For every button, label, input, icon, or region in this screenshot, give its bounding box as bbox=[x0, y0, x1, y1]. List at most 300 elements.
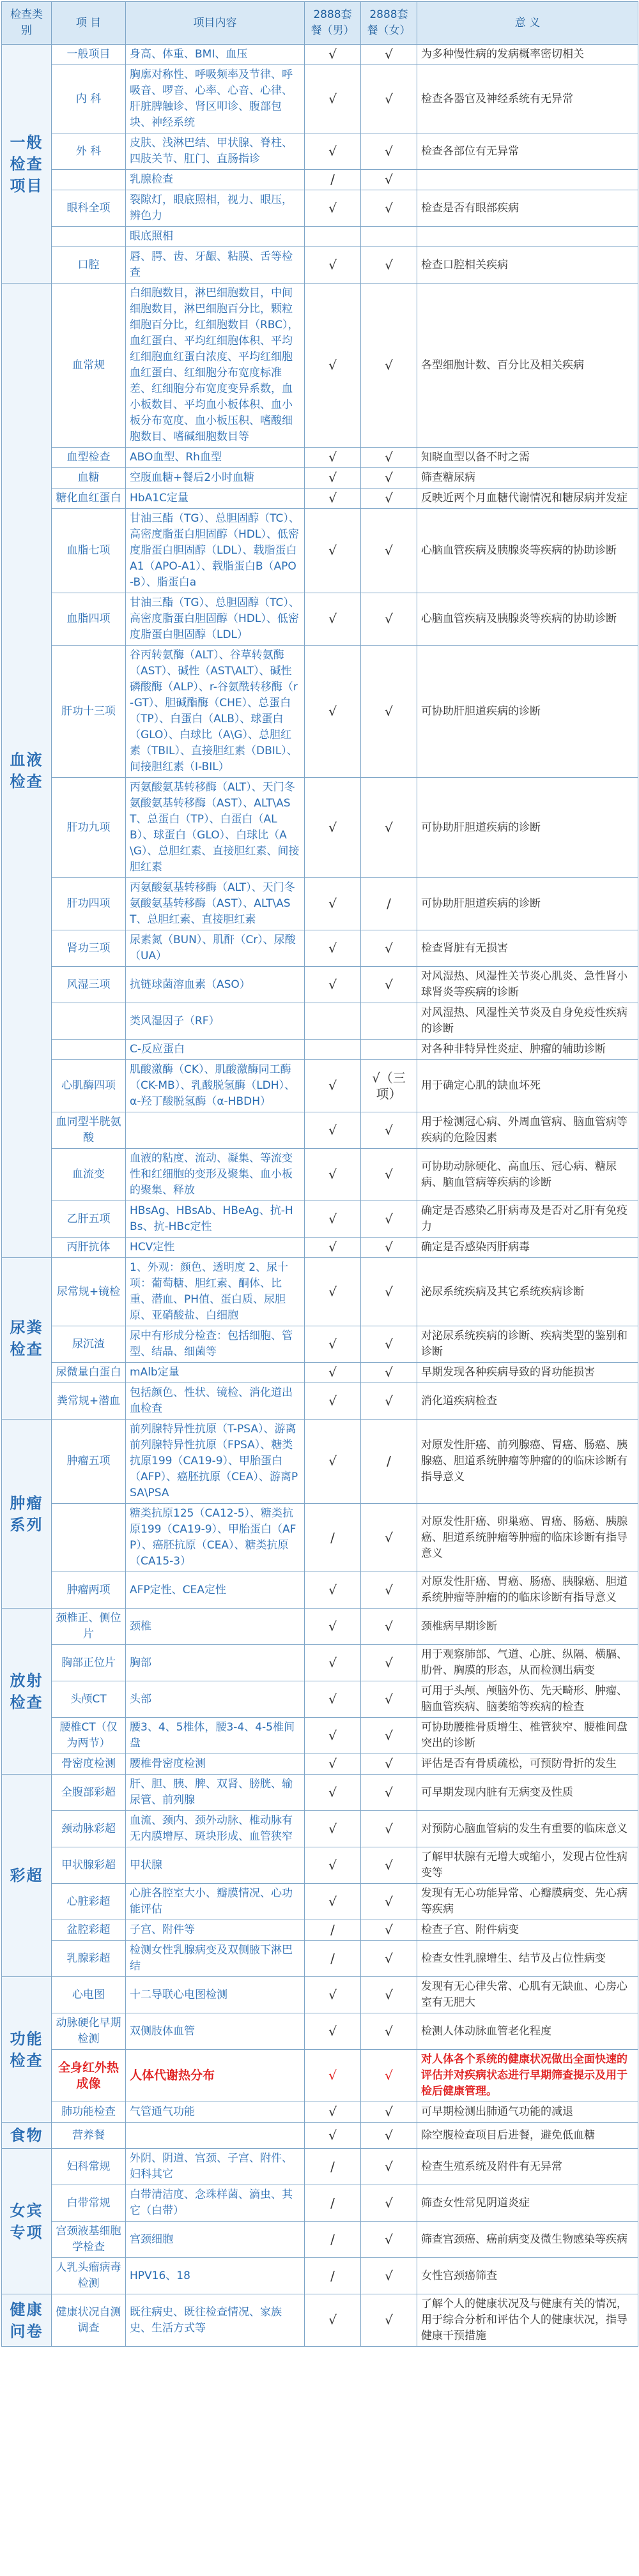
male-check-cell: √ bbox=[305, 1060, 361, 1112]
content-cell: 1、外观：颜色、透明度 2、尿十项：葡萄糖、胆红素、酮体、比重、潜血、PH值、蛋白质、尿胆原、亚硝酸盐、白细胞 bbox=[126, 1258, 305, 1326]
table-row bbox=[2, 878, 638, 930]
item-cell: 一般项目 bbox=[52, 45, 126, 65]
male-check-cell bbox=[305, 1040, 361, 1060]
table-row bbox=[2, 1754, 638, 1775]
male-check-cell: √ bbox=[305, 1609, 361, 1645]
item-cell: 腰椎CT（仅为两节） bbox=[52, 1718, 126, 1754]
male-check-cell: √ bbox=[305, 1238, 361, 1258]
male-check-cell: √ bbox=[305, 45, 361, 65]
content-cell: 丙氨酸氨基转移酶（ALT）、天门冬氨酸氨基转移酶（AST）、ALT\AST、总胆红素、直接胆红素 bbox=[126, 878, 305, 930]
female-check-cell: √ bbox=[361, 1112, 417, 1149]
item-cell: 内 科 bbox=[52, 65, 126, 133]
category-cell: 功能检查 bbox=[2, 1977, 52, 2123]
content-cell: 尿中有形成分检查：包括细胞、管型、结晶、细菌等 bbox=[126, 1326, 305, 1363]
male-check-cell: / bbox=[305, 2258, 361, 2294]
male-check-cell: √ bbox=[305, 930, 361, 967]
male-check-cell: √ bbox=[305, 1326, 361, 1363]
item-cell: 肾功三项 bbox=[52, 930, 126, 967]
meaning-cell: 为多种慢性病的发病概率密切相关 bbox=[417, 45, 638, 65]
item-cell: 甲状腺彩超 bbox=[52, 1847, 126, 1884]
female-check-cell: √ bbox=[361, 170, 417, 190]
item-cell: 血常规 bbox=[52, 284, 126, 448]
female-check-cell: √ bbox=[361, 778, 417, 878]
table-row bbox=[2, 1420, 638, 1504]
header-female-package: 2888套餐（女） bbox=[361, 2, 417, 45]
content-cell: 腰椎骨密度检测 bbox=[126, 1754, 305, 1775]
male-check-cell: / bbox=[305, 1941, 361, 1977]
female-check-cell: √ bbox=[361, 930, 417, 967]
male-check-cell: √ bbox=[305, 1572, 361, 1609]
male-check-cell: √ bbox=[305, 2123, 361, 2149]
female-check-cell: √ bbox=[361, 646, 417, 778]
table-row bbox=[2, 65, 638, 133]
male-check-cell: √ bbox=[305, 878, 361, 930]
item-cell bbox=[52, 1504, 126, 1572]
female-check-cell: √ bbox=[361, 1609, 417, 1645]
table-row bbox=[2, 448, 638, 468]
female-check-cell: √ bbox=[361, 967, 417, 1003]
meaning-cell: 对原发性肝癌、卵巢癌、胃癌、肠癌、胰腺癌、胆道系统肿瘤等肿瘤的临床诊断有指导意义 bbox=[417, 1504, 638, 1572]
item-cell: 血型检查 bbox=[52, 448, 126, 468]
content-cell: 宫颈细胞 bbox=[126, 2222, 305, 2258]
male-check-cell: √ bbox=[305, 1718, 361, 1754]
content-cell: 外阴、阴道、宫颈、子宫、附件、妇科其它 bbox=[126, 2149, 305, 2185]
meaning-cell: 除空腹检查项目后进餐，避免低血糖 bbox=[417, 2123, 638, 2149]
item-cell: 丙肝抗体 bbox=[52, 1238, 126, 1258]
item-cell: 糖化血红蛋白 bbox=[52, 489, 126, 509]
item-cell bbox=[52, 1040, 126, 1060]
content-cell: 胸廓对称性、呼吸频率及节律、呼吸音、啰音、心率、心音、心律、肝脏脾触诊、肾区叩诊、腹部包块、神经系统 bbox=[126, 65, 305, 133]
meaning-cell: 筛查糖尿病 bbox=[417, 468, 638, 489]
meaning-cell: 颈椎病早期诊断 bbox=[417, 1609, 638, 1645]
female-check-cell: √ bbox=[361, 1754, 417, 1775]
female-check-cell bbox=[361, 1040, 417, 1060]
female-check-cell: √ bbox=[361, 2149, 417, 2185]
table-row bbox=[2, 1504, 638, 1572]
category-cell: 放射检查 bbox=[2, 1609, 52, 1775]
table-row bbox=[2, 1977, 638, 2013]
male-check-cell: √ bbox=[305, 1201, 361, 1238]
content-cell: mAlb定量 bbox=[126, 1363, 305, 1383]
male-check-cell: √ bbox=[305, 1112, 361, 1149]
content-cell: HPV16、18 bbox=[126, 2258, 305, 2294]
table-row bbox=[2, 1681, 638, 1718]
male-check-cell: √ bbox=[305, 593, 361, 646]
content-cell: 既往病史、既往检查情况、家族史、生活方式等 bbox=[126, 2294, 305, 2347]
meaning-cell: 检查女性乳腺增生、结节及占位性病变 bbox=[417, 1941, 638, 1977]
content-cell bbox=[126, 1112, 305, 1149]
table-row bbox=[2, 967, 638, 1003]
meaning-cell: 女性宫颈癌筛查 bbox=[417, 2258, 638, 2294]
male-check-cell bbox=[305, 1003, 361, 1040]
meaning-cell: 确定是否感染乙肝病毒及是否对乙肝有免疫力 bbox=[417, 1201, 638, 1238]
header-content: 项目内容 bbox=[126, 2, 305, 45]
male-check-cell: √ bbox=[305, 1977, 361, 2013]
female-check-cell: √ bbox=[361, 1383, 417, 1420]
table-row bbox=[2, 1060, 638, 1112]
female-check-cell: √ bbox=[361, 1920, 417, 1941]
item-cell bbox=[52, 1003, 126, 1040]
female-check-cell: √ bbox=[361, 1884, 417, 1920]
meaning-cell: 心脑血管疾病及胰腺炎等疾病的协助诊断 bbox=[417, 509, 638, 593]
item-cell: 心电图 bbox=[52, 1977, 126, 2013]
content-cell: 前列腺特异性抗原（T-PSA）、游离前列腺特异性抗原（FPSA）、糖类抗原199（CA19-9）、甲胎蛋白（AFP）、癌胚抗原（CEA）、游离PSA\PSA bbox=[126, 1420, 305, 1504]
content-cell: 颈椎 bbox=[126, 1609, 305, 1645]
table-row bbox=[2, 1847, 638, 1884]
content-cell: ABO血型、Rh血型 bbox=[126, 448, 305, 468]
male-check-cell: / bbox=[305, 1920, 361, 1941]
content-cell: 身高、体重、BMI、血压 bbox=[126, 45, 305, 65]
content-cell: 眼底照相 bbox=[126, 227, 305, 247]
male-check-cell: √ bbox=[305, 284, 361, 448]
meaning-cell: 可用于头颅、颅脑外伤、先天畸形、肿瘤、脑血管疾病、脑萎缩等疾病的检查 bbox=[417, 1681, 638, 1718]
meaning-cell: 可协助动脉硬化、高血压、冠心病、糖尿病、脑血管病等疾病的诊断 bbox=[417, 1149, 638, 1201]
female-check-cell: √ bbox=[361, 1258, 417, 1326]
table-row bbox=[2, 2222, 638, 2258]
category-cell: 食物 bbox=[2, 2123, 52, 2149]
meaning-cell: 检查各器官及神经系统有无异常 bbox=[417, 65, 638, 133]
table-row bbox=[2, 45, 638, 65]
female-check-cell: √ bbox=[361, 448, 417, 468]
meaning-cell: 检查子宫、附件病变 bbox=[417, 1920, 638, 1941]
item-cell: 血同型半胱氨酸 bbox=[52, 1112, 126, 1149]
female-check-cell: √ bbox=[361, 1847, 417, 1884]
content-cell: 肌酸激酶（CK）、肌酸激酶同工酶（CK-MB）、乳酸脱氢酶（LDH）、α-羟丁酸脱氢酶（α-HBDH） bbox=[126, 1060, 305, 1112]
female-check-cell: √ bbox=[361, 133, 417, 170]
item-cell: 乳腺彩超 bbox=[52, 1941, 126, 1977]
male-check-cell bbox=[305, 227, 361, 247]
meaning-cell: 检测人体动脉血管老化程度 bbox=[417, 2013, 638, 2050]
male-check-cell: / bbox=[305, 2185, 361, 2222]
category-cell: 肿瘤系列 bbox=[2, 1420, 52, 1609]
female-check-cell: √ bbox=[361, 509, 417, 593]
item-cell: 肺功能检查 bbox=[52, 2102, 126, 2123]
item-cell: 肝功四项 bbox=[52, 878, 126, 930]
content-cell: 腰3、4、5椎体，腰3-4、4-5椎间盘 bbox=[126, 1718, 305, 1754]
table-row bbox=[2, 2013, 638, 2050]
female-check-cell: √ bbox=[361, 1572, 417, 1609]
female-check-cell: √ bbox=[361, 1811, 417, 1847]
table-row bbox=[2, 1258, 638, 1326]
content-cell: 白细胞数目，淋巴细胞数目，中间细胞数目，淋巴细胞百分比，颗粒细胞百分比，红细胞数目（RBC），血红蛋白、平均红细胞体积、平均红细胞血红蛋白浓度、平均红细胞血红蛋白、红细胞分布宽度标准差、红细胞分布宽度变异系数，血小板数目、平均血小板体积、血小板分布宽度、血小板压积、嗜酸细胞数目、嗜碱细胞数目等 bbox=[126, 284, 305, 448]
item-cell: 颈动脉彩超 bbox=[52, 1811, 126, 1847]
female-check-cell: √ bbox=[361, 1645, 417, 1681]
table-row bbox=[2, 2102, 638, 2123]
male-check-cell: √ bbox=[305, 1775, 361, 1811]
male-check-cell: √ bbox=[305, 65, 361, 133]
table-row bbox=[2, 646, 638, 778]
meaning-cell: 对人体各个系统的健康状况做出全面快速的评估并对疾病状态进行早期筛查提示及用于检后健康管理。 bbox=[417, 2050, 638, 2102]
table-row bbox=[2, 1718, 638, 1754]
female-check-cell: √ bbox=[361, 1326, 417, 1363]
meaning-cell: 可协助肝胆道疾病的诊断 bbox=[417, 646, 638, 778]
male-check-cell: √ bbox=[305, 2294, 361, 2347]
meaning-cell: 可协助肝胆道疾病的诊断 bbox=[417, 778, 638, 878]
item-cell: 血脂七项 bbox=[52, 509, 126, 593]
meaning-cell: 对风湿热、风湿性关节炎心肌炎、急性肾小球肾炎等疾病的诊断 bbox=[417, 967, 638, 1003]
item-cell: 口腔 bbox=[52, 247, 126, 284]
male-check-cell: √ bbox=[305, 778, 361, 878]
item-cell: 心脏彩超 bbox=[52, 1884, 126, 1920]
content-cell: 双侧肢体血管 bbox=[126, 2013, 305, 2050]
item-cell: 外 科 bbox=[52, 133, 126, 170]
male-check-cell: √ bbox=[305, 2013, 361, 2050]
male-check-cell: √ bbox=[305, 1420, 361, 1504]
checkup-package-table bbox=[1, 1, 638, 2347]
item-cell: 血糖 bbox=[52, 468, 126, 489]
category-cell: 血液检查 bbox=[2, 284, 52, 1258]
meaning-cell: 知晓血型以备不时之需 bbox=[417, 448, 638, 468]
male-check-cell: √ bbox=[305, 2050, 361, 2102]
table-row bbox=[2, 1201, 638, 1238]
content-cell: 乳腺检查 bbox=[126, 170, 305, 190]
item-cell: 肝功九项 bbox=[52, 778, 126, 878]
item-cell: 胸部正位片 bbox=[52, 1645, 126, 1681]
item-cell: 头颅CT bbox=[52, 1681, 126, 1718]
category-cell: 健康问卷 bbox=[2, 2294, 52, 2347]
meaning-cell: 了解个人的健康状况及与健康有关的情况，用于综合分析和评估个人的健康状况，指导健康干预措施 bbox=[417, 2294, 638, 2347]
table-row bbox=[2, 1112, 638, 1149]
female-check-cell: √ bbox=[361, 1718, 417, 1754]
table-row bbox=[2, 2294, 638, 2347]
male-check-cell: √ bbox=[305, 489, 361, 509]
item-cell: 尿常规+镜检 bbox=[52, 1258, 126, 1326]
content-cell: 头部 bbox=[126, 1681, 305, 1718]
meaning-cell: 发现有无心功能异常、心瓣膜病变、先心病等疾病 bbox=[417, 1884, 638, 1920]
female-check-cell: √ bbox=[361, 489, 417, 509]
table-row bbox=[2, 1326, 638, 1363]
table-row bbox=[2, 468, 638, 489]
female-check-cell: / bbox=[361, 878, 417, 930]
content-cell: 唇、腭、齿、牙龈、粘膜、舌等检查 bbox=[126, 247, 305, 284]
female-check-cell: √ bbox=[361, 65, 417, 133]
header-male-package: 2888套餐（男） bbox=[305, 2, 361, 45]
table-row bbox=[2, 227, 638, 247]
content-cell: 皮肤、浅淋巴结、甲状腺、脊柱、四肢关节、肛门、直肠指诊 bbox=[126, 133, 305, 170]
table-row bbox=[2, 1884, 638, 1920]
male-check-cell: √ bbox=[305, 1645, 361, 1681]
item-cell: 动脉硬化早期检测 bbox=[52, 2013, 126, 2050]
table-row bbox=[2, 778, 638, 878]
male-check-cell: √ bbox=[305, 967, 361, 1003]
male-check-cell: / bbox=[305, 170, 361, 190]
meaning-cell: 泌尿系统疾病及其它系统疾病诊断 bbox=[417, 1258, 638, 1326]
header-meaning: 意 义 bbox=[417, 2, 638, 45]
content-cell: 空腹血糖+餐后2小时血糖 bbox=[126, 468, 305, 489]
item-cell: 心肌酶四项 bbox=[52, 1060, 126, 1112]
meaning-cell: 对预防心脑血管病的发生有重要的临床意义 bbox=[417, 1811, 638, 1847]
meaning-cell: 检查生殖系统及附件有无异常 bbox=[417, 2149, 638, 2185]
table-row bbox=[2, 2185, 638, 2222]
male-check-cell: √ bbox=[305, 190, 361, 227]
meaning-cell: 心脑血管疾病及胰腺炎等疾病的协助诊断 bbox=[417, 593, 638, 646]
female-check-cell: √ bbox=[361, 45, 417, 65]
meaning-cell: 筛查宫颈癌、癌前病变及微生物感染等疾病 bbox=[417, 2222, 638, 2258]
table-row bbox=[2, 170, 638, 190]
content-cell: 十二导联心电图检测 bbox=[126, 1977, 305, 2013]
table-row bbox=[2, 247, 638, 284]
male-check-cell: √ bbox=[305, 468, 361, 489]
female-check-cell: √ bbox=[361, 1363, 417, 1383]
meaning-cell: 检查是否有眼部疾病 bbox=[417, 190, 638, 227]
male-check-cell: √ bbox=[305, 1258, 361, 1326]
content-cell: 人体代谢热分布 bbox=[126, 2050, 305, 2102]
table-row bbox=[2, 2050, 638, 2102]
female-check-cell: √ bbox=[361, 468, 417, 489]
category-cell: 一般检查项目 bbox=[2, 45, 52, 284]
female-check-cell: √ bbox=[361, 2258, 417, 2294]
content-cell: 心脏各腔室大小、瓣膜情况、心功能评估 bbox=[126, 1884, 305, 1920]
female-check-cell: √ bbox=[361, 2013, 417, 2050]
table-header-row bbox=[2, 2, 638, 45]
header-category: 检查类别 bbox=[2, 2, 52, 45]
female-check-cell: √ bbox=[361, 2102, 417, 2123]
content-cell: HBsAg、HBsAb、HBeAg、抗-HBs、抗-HBc定性 bbox=[126, 1201, 305, 1238]
item-cell: 白带常规 bbox=[52, 2185, 126, 2222]
table-row bbox=[2, 2258, 638, 2294]
female-check-cell: √ bbox=[361, 2222, 417, 2258]
female-check-cell bbox=[361, 227, 417, 247]
table-row bbox=[2, 1645, 638, 1681]
table-row bbox=[2, 593, 638, 646]
content-cell bbox=[126, 2123, 305, 2149]
meaning-cell: 可协助肝胆道疾病的诊断 bbox=[417, 878, 638, 930]
item-cell bbox=[52, 227, 126, 247]
male-check-cell: √ bbox=[305, 509, 361, 593]
content-cell: C-反应蛋白 bbox=[126, 1040, 305, 1060]
meaning-cell: 筛查女性常见阴道炎症 bbox=[417, 2185, 638, 2222]
table-row bbox=[2, 509, 638, 593]
meaning-cell bbox=[417, 227, 638, 247]
item-cell: 颈椎正、侧位片 bbox=[52, 1609, 126, 1645]
content-cell: 检测女性乳腺病变及双侧腋下淋巴结 bbox=[126, 1941, 305, 1977]
item-cell: 风湿三项 bbox=[52, 967, 126, 1003]
female-check-cell: √（三项） bbox=[361, 1060, 417, 1112]
meaning-cell: 早期发现各种疾病导致的肾功能损害 bbox=[417, 1363, 638, 1383]
female-check-cell: √ bbox=[361, 1238, 417, 1258]
table-row bbox=[2, 1363, 638, 1383]
male-check-cell: √ bbox=[305, 1884, 361, 1920]
meaning-cell: 对原发性肝癌、胃癌、肠癌、胰腺癌、胆道系统肿瘤等肿瘤的的临床诊断有指导意义 bbox=[417, 1572, 638, 1609]
content-cell: 甘油三酯（TG）、总胆固醇（TC）、高密度脂蛋白胆固醇（HDL）、低密度脂蛋白胆固醇（LDL）、载脂蛋白A1（APO-A1）、载脂蛋白B（APO-B）、脂蛋白a bbox=[126, 509, 305, 593]
item-cell: 肿瘤两项 bbox=[52, 1572, 126, 1609]
male-check-cell: √ bbox=[305, 133, 361, 170]
table-row bbox=[2, 284, 638, 448]
male-check-cell: √ bbox=[305, 646, 361, 778]
item-cell: 营养餐 bbox=[52, 2123, 126, 2149]
meaning-cell: 消化道疾病检查 bbox=[417, 1383, 638, 1420]
table-row bbox=[2, 1572, 638, 1609]
female-check-cell: √ bbox=[361, 1149, 417, 1201]
table-row bbox=[2, 489, 638, 509]
item-cell: 尿沉渣 bbox=[52, 1326, 126, 1363]
table-row bbox=[2, 1003, 638, 1040]
female-check-cell: / bbox=[361, 1420, 417, 1504]
content-cell: 糖类抗原125（CA12-5）、糖类抗原199（CA19-9）、甲胎蛋白（AFP）、癌胚抗原（CEA）、糖类抗原（CA15-3） bbox=[126, 1504, 305, 1572]
item-cell: 肿瘤五项 bbox=[52, 1420, 126, 1504]
male-check-cell: √ bbox=[305, 1811, 361, 1847]
female-check-cell: √ bbox=[361, 1201, 417, 1238]
table-row bbox=[2, 1040, 638, 1060]
content-cell: 甘油三酯（TG）、总胆固醇（TC）、高密度脂蛋白胆固醇（HDL）、低密度脂蛋白胆固醇（LDL） bbox=[126, 593, 305, 646]
category-cell: 女宾专项 bbox=[2, 2149, 52, 2294]
male-check-cell: √ bbox=[305, 1149, 361, 1201]
male-check-cell: √ bbox=[305, 247, 361, 284]
meaning-cell: 用于检测冠心病、外周血管病、脑血管病等疾病的危险因素 bbox=[417, 1112, 638, 1149]
meaning-cell: 检查肾脏有无损害 bbox=[417, 930, 638, 967]
female-check-cell: √ bbox=[361, 2294, 417, 2347]
content-cell: 裂隙灯，眼底照相，视力、眼压，辨色力 bbox=[126, 190, 305, 227]
meaning-cell: 各型细胞计数、百分比及相关疾病 bbox=[417, 284, 638, 448]
content-cell: 白带清洁度、念珠样菌、滴虫、其它（白带） bbox=[126, 2185, 305, 2222]
item-cell: 血流变 bbox=[52, 1149, 126, 1201]
table-row bbox=[2, 1238, 638, 1258]
content-cell: 包括颜色、性状、镜检、消化道出血检查 bbox=[126, 1383, 305, 1420]
content-cell: 子宫、附件等 bbox=[126, 1920, 305, 1941]
content-cell: 血流、颈内、颈外动脉、椎动脉有无内膜增厚、斑块形成、血管狭窄 bbox=[126, 1811, 305, 1847]
content-cell: 胸部 bbox=[126, 1645, 305, 1681]
table-row bbox=[2, 190, 638, 227]
meaning-cell: 用于确定心肌的缺血坏死 bbox=[417, 1060, 638, 1112]
female-check-cell: √ bbox=[361, 1775, 417, 1811]
content-cell: 谷丙转氨酶（ALT）、谷草转氨酶（AST）、碱性（AST\ALT）、碱性磷酸酶（ALP）、r-谷氨酰转移酶（r-GT）、胆碱酯酶（CHE）、总蛋白（TP）、白蛋白（ALB）、球蛋白（GLO）、白球比（A\G）、总胆红素（TBIL）、直接胆红素（DBIL）、间接胆红素（I-BIL） bbox=[126, 646, 305, 778]
female-check-cell: √ bbox=[361, 2185, 417, 2222]
male-check-cell: √ bbox=[305, 1754, 361, 1775]
content-cell: HbA1C定量 bbox=[126, 489, 305, 509]
table-row bbox=[2, 1941, 638, 1977]
content-cell: 类风湿因子（RF） bbox=[126, 1003, 305, 1040]
female-check-cell: √ bbox=[361, 1504, 417, 1572]
item-cell: 全身红外热成像 bbox=[52, 2050, 126, 2102]
table-row bbox=[2, 1775, 638, 1811]
meaning-cell: 对泌尿系统疾病的诊断、疾病类型的鉴别和诊断 bbox=[417, 1326, 638, 1363]
item-cell bbox=[52, 170, 126, 190]
meaning-cell: 对原发性肝癌、前列腺癌、胃癌、肠癌、胰腺癌、胆道系统肿瘤等肿瘤的的临床诊断有指导意义 bbox=[417, 1420, 638, 1504]
table-row bbox=[2, 1149, 638, 1201]
category-cell: 彩超 bbox=[2, 1775, 52, 1977]
female-check-cell: √ bbox=[361, 2050, 417, 2102]
content-cell: 抗链球菌溶血素（ASO） bbox=[126, 967, 305, 1003]
table-row bbox=[2, 1811, 638, 1847]
meaning-cell: 发现有无心律失常、心肌有无缺血、心房心室有无肥大 bbox=[417, 1977, 638, 2013]
male-check-cell: / bbox=[305, 2149, 361, 2185]
table-row bbox=[2, 2123, 638, 2149]
male-check-cell: √ bbox=[305, 1383, 361, 1420]
male-check-cell: √ bbox=[305, 448, 361, 468]
female-check-cell: √ bbox=[361, 593, 417, 646]
item-cell: 乙肝五项 bbox=[52, 1201, 126, 1238]
item-cell: 骨密度检测 bbox=[52, 1754, 126, 1775]
female-check-cell bbox=[361, 1003, 417, 1040]
content-cell: 甲状腺 bbox=[126, 1847, 305, 1884]
item-cell: 眼科全项 bbox=[52, 190, 126, 227]
male-check-cell: √ bbox=[305, 1847, 361, 1884]
meaning-cell: 可协助腰椎骨质增生、椎管狭窄、腰椎间盘突出的诊断 bbox=[417, 1718, 638, 1754]
male-check-cell: √ bbox=[305, 2102, 361, 2123]
meaning-cell: 对各种非特异性炎症、肿瘤的辅助诊断 bbox=[417, 1040, 638, 1060]
content-cell: 丙氨酸氨基转移酶（ALT）、天门冬氨酸氨基转移酶（AST）、ALT\AST、总蛋白（TP）、白蛋白（ALB）、球蛋白（GLO）、白球比（A\G）、总胆红素、直接胆红素、间接胆红素 bbox=[126, 778, 305, 878]
item-cell: 人乳头瘤病毒检测 bbox=[52, 2258, 126, 2294]
meaning-cell: 了解甲状腺有无增大或缩小，发现占位性病变等 bbox=[417, 1847, 638, 1884]
male-check-cell: / bbox=[305, 2222, 361, 2258]
female-check-cell: √ bbox=[361, 247, 417, 284]
male-check-cell: √ bbox=[305, 1681, 361, 1718]
male-check-cell: / bbox=[305, 1504, 361, 1572]
category-cell: 尿粪检查 bbox=[2, 1258, 52, 1420]
meaning-cell: 检查口腔相关疾病 bbox=[417, 247, 638, 284]
table-body bbox=[2, 45, 638, 2347]
female-check-cell: √ bbox=[361, 1941, 417, 1977]
